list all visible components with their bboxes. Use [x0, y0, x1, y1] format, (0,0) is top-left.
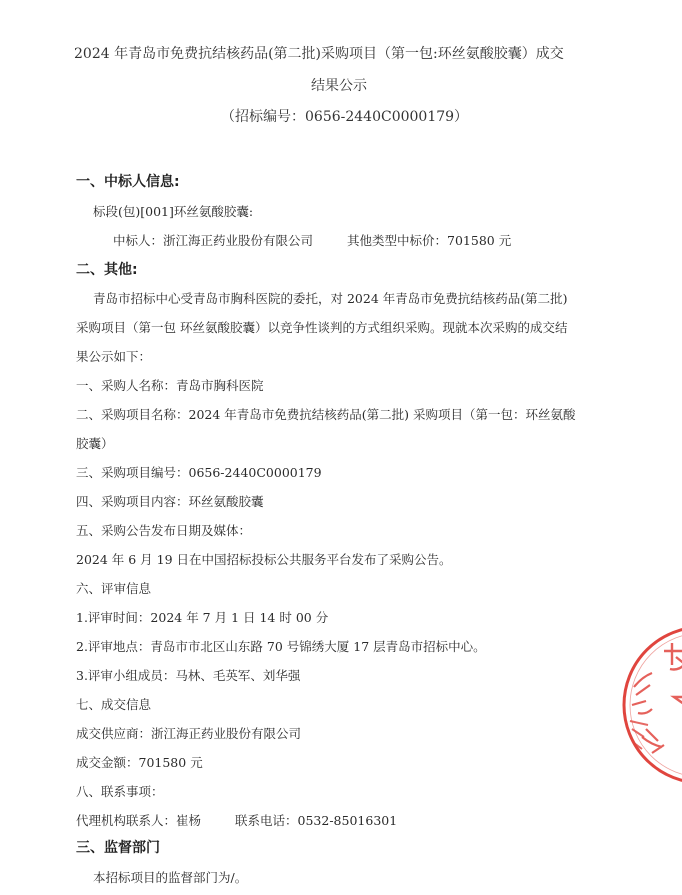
- document-title-line1: 2024 年青岛市免费抗结核药品(第二批)采购项目（第一包:环丝氨酸胶囊）成交: [74, 46, 564, 62]
- winner-row: [113, 233, 511, 249]
- deal-amount: 成交金额：701580 元: [76, 755, 203, 770]
- review-time: 1.评审时间：2024 年 7 月 1 日 14 时 00 分: [76, 610, 329, 625]
- project-name-line1: 二、采购项目名称：2024 年青岛市免费抗结核药品(第二批) 采购项目（第一包：环丝氨酸: [76, 407, 576, 422]
- official-seal-icon: [612, 625, 682, 785]
- deal-supplier: 成交供应商：浙江海正药业股份有限公司: [76, 726, 302, 741]
- seal-star-icon: [674, 677, 682, 729]
- document-title-line2: 结果公示: [311, 78, 367, 94]
- contact-person: 代理机构联系人：崔杨: [76, 813, 202, 828]
- project-name-line2: 胶囊）: [76, 436, 114, 451]
- winning-price: 其他类型中标价：701580 元: [347, 233, 512, 248]
- review-heading: 六、评审信息: [76, 581, 152, 596]
- lot-label: 标段(包)[001]环丝氨酸胶囊:: [93, 204, 254, 219]
- contact-phone: 联系电话：0532-85016301: [235, 813, 398, 828]
- project-number: 三、采购项目编号：0656-2440C0000179: [76, 465, 322, 480]
- section2-heading: 二、其他:: [76, 262, 138, 278]
- supervision-text: 本招标项目的监督部门为/。: [93, 870, 248, 885]
- seal-glyph-stroke: [664, 643, 682, 670]
- intro-line1: 青岛市招标中心受青岛市胸科医院的委托，对 2024 年青岛市免费抗结核药品(第二批): [93, 291, 568, 306]
- section1-heading: 一、中标人信息:: [76, 174, 180, 190]
- review-place: 2.评审地点：青岛市市北区山东路 70 号锦绣大厦 17 层青岛市招标中心。: [76, 639, 486, 654]
- notice-text: 2024 年 6 月 19 日在中国招标投标公共服务平台发布了采购公告。: [76, 552, 452, 567]
- section3-heading: 三、监督部门: [76, 840, 160, 856]
- purchaser-name: 一、采购人名称：青岛市胸科医院: [76, 378, 264, 393]
- seal-inner-ring: [630, 633, 682, 777]
- project-content: 四、采购项目内容：环丝氨酸胶囊: [76, 494, 264, 509]
- deal-heading: 七、成交信息: [76, 697, 152, 712]
- intro-line3: 果公示如下：: [76, 349, 152, 364]
- notice-heading: 五、采购公告发布日期及媒体：: [76, 523, 252, 538]
- tender-number: （招标编号：0656-2440C0000179）: [221, 109, 469, 125]
- winner-label: 中标人：浙江海正药业股份有限公司: [113, 233, 314, 248]
- contact-heading: 八、联系事项：: [76, 784, 164, 799]
- contact-row: [76, 813, 397, 829]
- review-members: 3.评审小组成员：马林、毛英军、刘华强: [76, 668, 301, 683]
- intro-line2: 采购项目（第一包 环丝氨酸胶囊）以竞争性谈判的方式组织采购。现就本次采购的成交结: [76, 320, 568, 335]
